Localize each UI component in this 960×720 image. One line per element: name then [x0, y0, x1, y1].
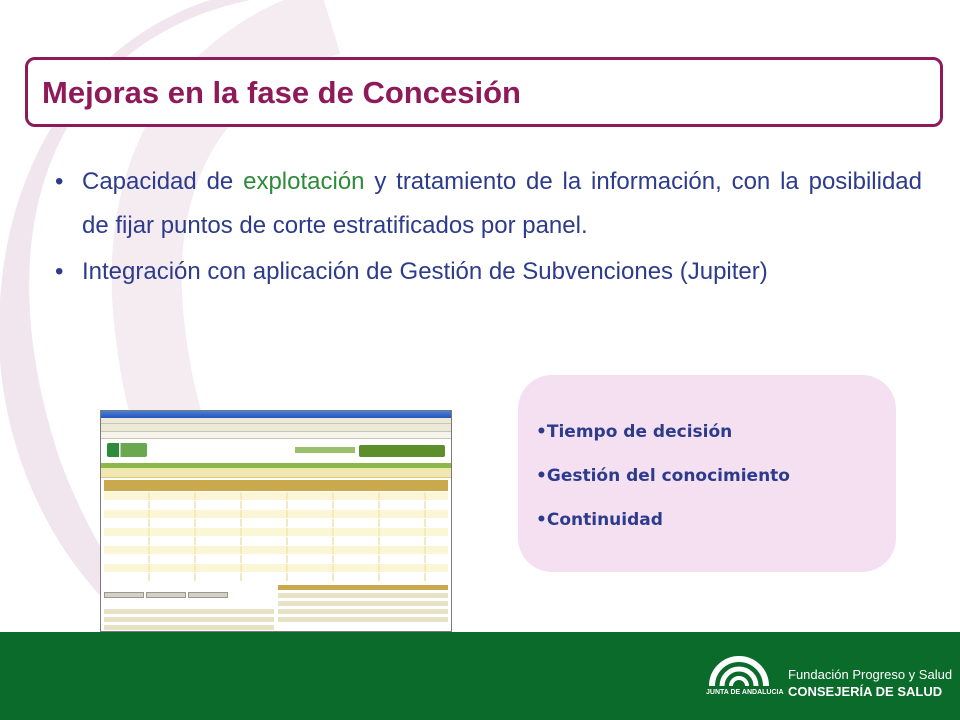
- screenshot-address-bar: [101, 432, 451, 439]
- screenshot-summary-row: [278, 601, 448, 606]
- screenshot-toolbar: [101, 424, 451, 432]
- screenshot-titlebar: [101, 411, 451, 418]
- screenshot-app-brand: [359, 445, 445, 457]
- screenshot-summary-header: [278, 585, 448, 590]
- screenshot-table-row: [104, 546, 448, 554]
- bullet-text-part: Capacidad de: [82, 168, 244, 195]
- screenshot-table: [101, 478, 451, 581]
- screenshot-button: [188, 592, 228, 598]
- app-screenshot: [100, 410, 452, 632]
- junta-caption: JUNTA DE ANDALUCIA: [706, 689, 784, 696]
- screenshot-table-row: [104, 501, 448, 509]
- screenshot-button: [104, 592, 144, 598]
- screenshot-user-info: [295, 447, 355, 453]
- bullet-highlight-term: explotación: [243, 168, 365, 195]
- org-name: Fundación Progreso y Salud: [788, 667, 953, 682]
- screenshot-field-row: [104, 625, 274, 630]
- screenshot-table-row: [104, 555, 448, 563]
- screenshot-table-row: [104, 573, 448, 581]
- screenshot-section-banner: [101, 468, 451, 478]
- screenshot-table-header: [104, 480, 448, 491]
- screenshot-table-row: [104, 492, 448, 500]
- note-card: [518, 375, 896, 572]
- screenshot-summary-row: [278, 617, 448, 622]
- title-box: [25, 57, 943, 127]
- screenshot-table-row: [104, 537, 448, 545]
- screenshot-header: [101, 439, 451, 463]
- screenshot-table-row: [104, 564, 448, 572]
- note-item: •Tiempo de decisión: [536, 422, 733, 442]
- screenshot-summary-row: [278, 609, 448, 614]
- note-item: •Gestión del conocimiento: [536, 466, 790, 486]
- screenshot-button: [146, 592, 186, 598]
- screenshot-field-row: [104, 617, 274, 622]
- note-list: [536, 421, 790, 553]
- screenshot-lower-left: [104, 585, 274, 632]
- bullet-text: Integración con aplicación de Gestión de Subvenciones (Jupiter): [82, 258, 768, 285]
- slide-title: Mejoras en la fase de Concesión: [42, 75, 521, 110]
- bullet-marker: •: [55, 258, 64, 285]
- junta-andalucia-emblem-icon: [706, 646, 772, 690]
- bullet-item: [52, 160, 922, 248]
- note-item: •Continuidad: [536, 510, 663, 530]
- screenshot-table-row: [104, 510, 448, 518]
- screenshot-table-row: [104, 528, 448, 536]
- bullet-item: [52, 250, 922, 294]
- org-department: CONSEJERÍA DE SALUD: [788, 684, 943, 699]
- bullet-text-part: y tratamiento de la información, con la posibilidad de fijar puntos de corte estratificados por panel.: [82, 168, 923, 239]
- screenshot-table-row: [104, 519, 448, 527]
- screenshot-lower-right: [278, 585, 448, 632]
- screenshot-summary-row: [278, 593, 448, 598]
- screenshot-lower-panel: [101, 582, 451, 632]
- screenshot-logo: [107, 443, 147, 457]
- bullet-marker: •: [55, 168, 64, 195]
- bullet-list: [52, 160, 922, 294]
- screenshot-field-row: [104, 609, 274, 614]
